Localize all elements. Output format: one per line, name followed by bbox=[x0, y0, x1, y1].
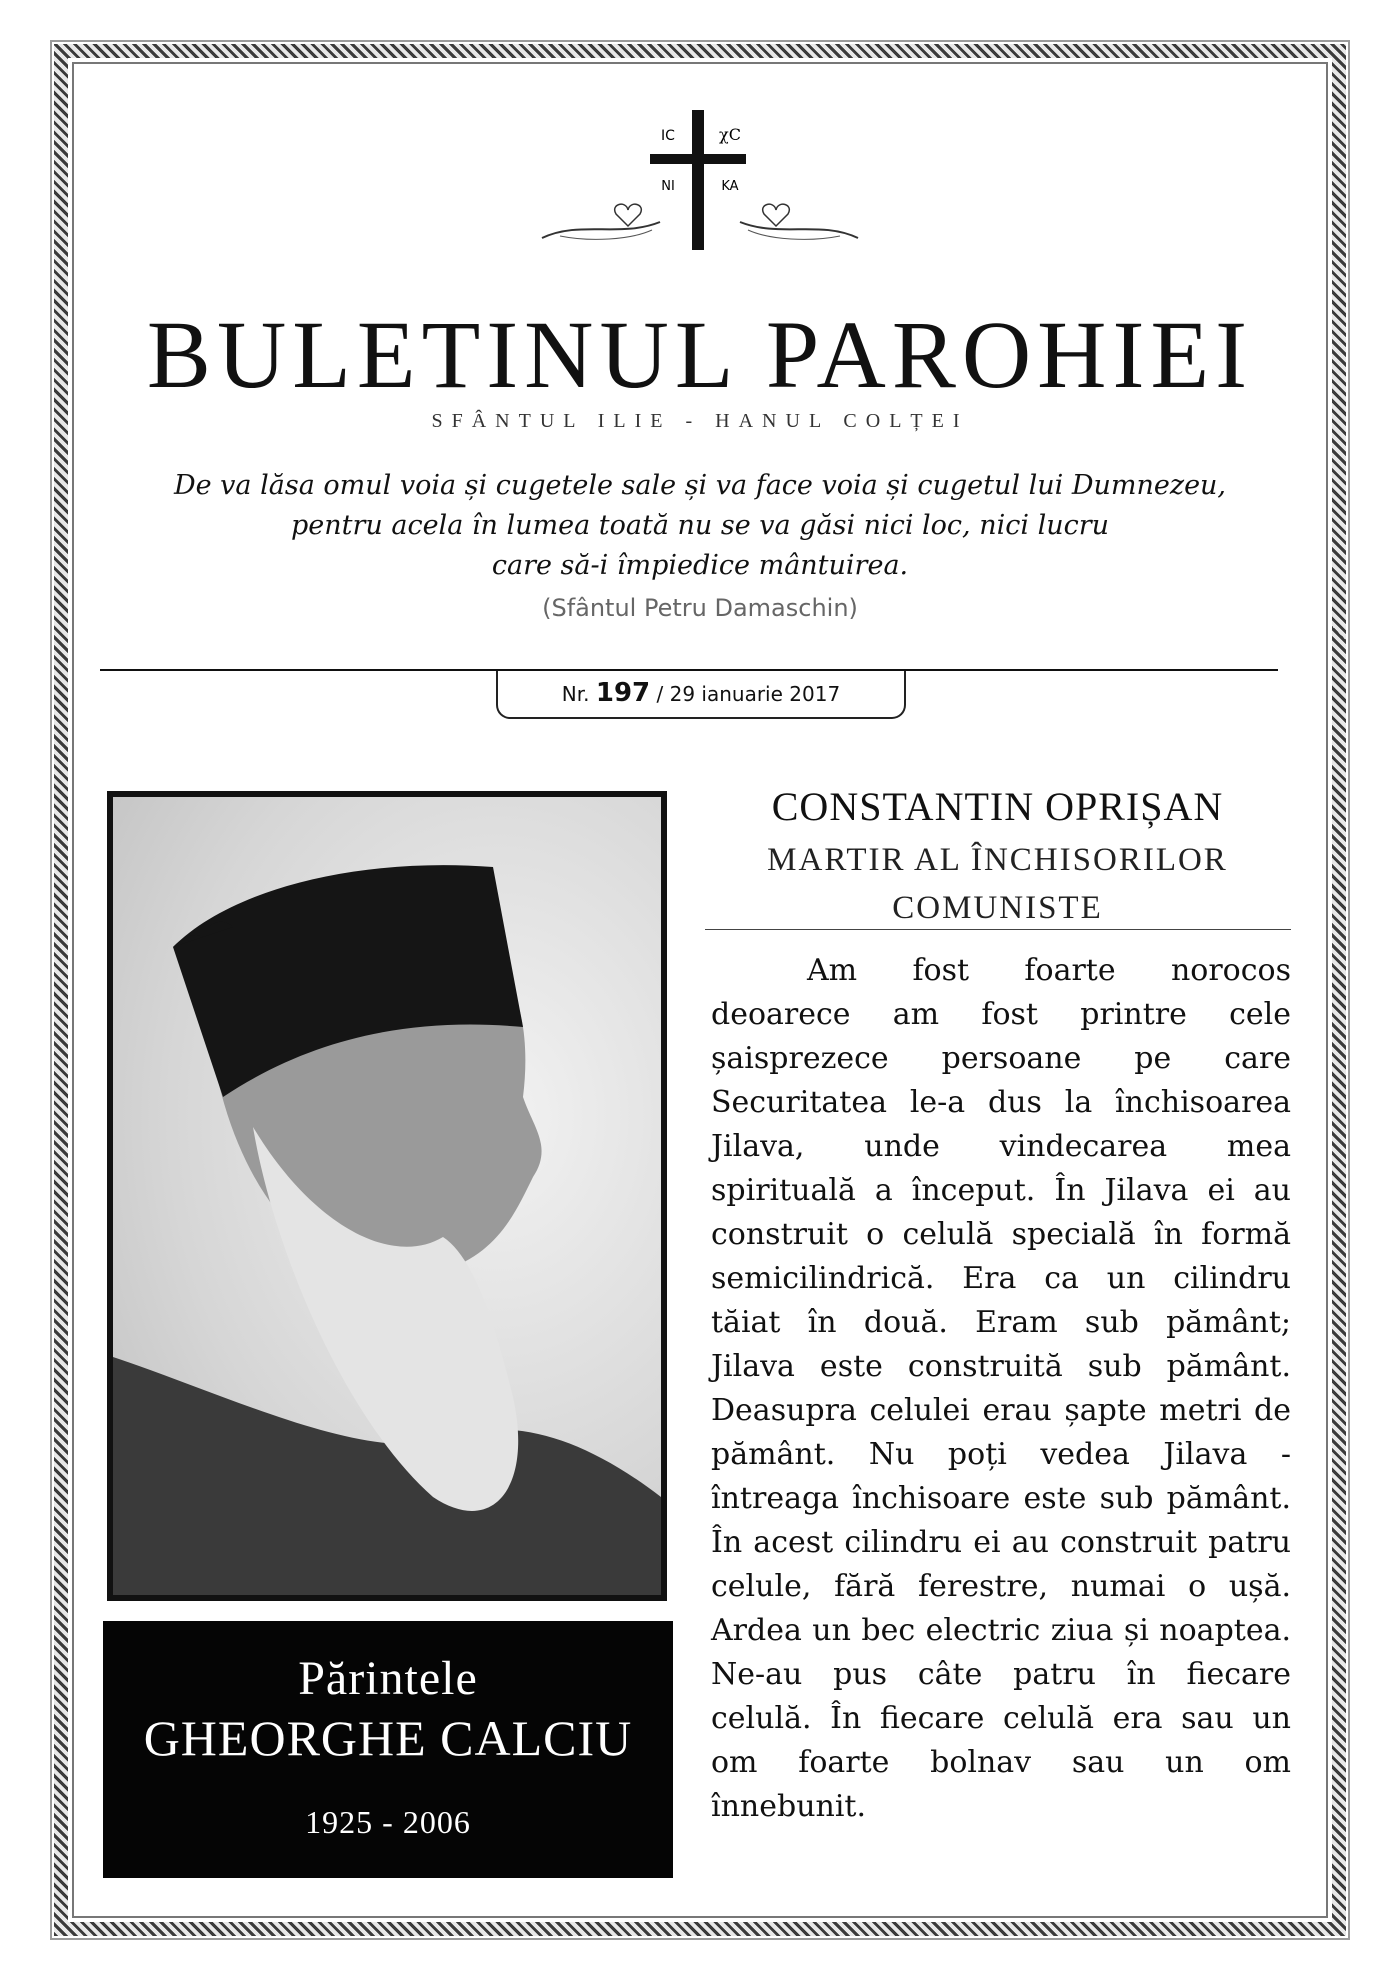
issue-number: 197 bbox=[595, 678, 651, 708]
article-subtitle-line: MARTIR AL ÎNCHISORILOR bbox=[767, 842, 1228, 878]
masthead-title: BULETINUL PAROHIEI bbox=[146, 301, 1254, 408]
quote-block bbox=[100, 466, 1300, 586]
caption-years: 1925 - 2006 bbox=[305, 1804, 471, 1840]
issue-tab bbox=[496, 671, 906, 719]
emblem-ic: IC bbox=[661, 128, 675, 144]
emblem-ka: KA bbox=[721, 179, 739, 194]
caption-title-line2: GHEORGHE CALCIU bbox=[143, 1710, 633, 1766]
quote-line: De va lăsa omul voia și cugetele sale și va face voia și cugetul lui Dumnezeu, bbox=[173, 470, 1227, 501]
emblem-ni: NI bbox=[661, 179, 675, 194]
issue-prefix: Nr. bbox=[561, 682, 590, 706]
portrait-photo bbox=[107, 791, 667, 1601]
article-title: CONSTANTIN OPRIȘAN bbox=[771, 784, 1224, 829]
issue-date: / 29 ianuarie 2017 bbox=[656, 682, 841, 706]
quote-line: pentru acela în lumea toată nu se va găsi nici loc, nici lucru bbox=[290, 510, 1110, 541]
portrait-illustration bbox=[113, 797, 661, 1595]
quote-line: care să-i împiedice mântuirea. bbox=[491, 550, 909, 581]
emblem-xc: χC bbox=[719, 125, 741, 144]
article-body: Am fost foarte norocos deoarece am fost printre cele șaisprezece persoane pe care Securitatea le-a dus la închisoarea Jilava, unde vindecarea mea spirituală a început. În Jilava ei au construit o celulă specială în formă semicilindrică. Era ca un cilindru tăiat în două. Eram sub pământ; Jilava este construită sub pământ. Deasupra celulei erau șapte metri de pământ. Nu poți vedea Jilava - întreaga închisoare este sub pământ. În acest cilindru ei au construit patru celule, fără ferestre, numai o ușă. Ardea un bec electric ziua și noaptea. Ne-au pus câte patru în fiecare celulă. În fiecare celulă era sau un om foarte bolnav sau un om înnebunit. bbox=[711, 953, 1291, 1824]
cross-emblem-icon bbox=[540, 110, 860, 260]
article-subtitle-line: COMUNISTE bbox=[892, 890, 1103, 926]
article-subtitle bbox=[705, 836, 1290, 932]
caption-title-line1: Părintele bbox=[298, 1652, 478, 1705]
masthead-subtitle: SFÂNTUL ILIE - HANUL COLȚEI bbox=[431, 410, 969, 432]
portrait-caption bbox=[103, 1621, 673, 1878]
article-divider bbox=[705, 929, 1291, 930]
quote-source: (Sfântul Petru Damaschin) bbox=[542, 594, 858, 622]
